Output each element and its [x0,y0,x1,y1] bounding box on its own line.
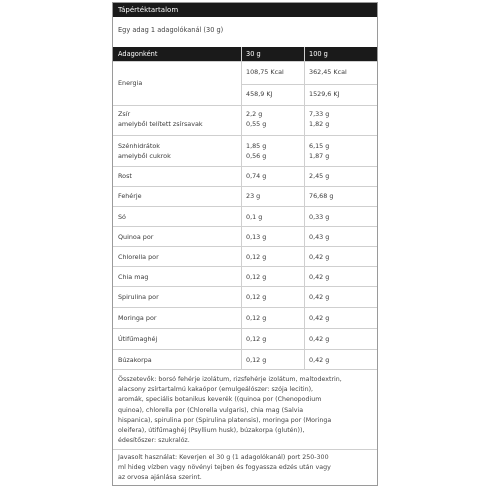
row-label: Spirulina por [118,293,159,301]
ingredients-line: oleifera), útifűmaghéj (Psyllium husk), búzakorpa (glutén)), [118,427,305,435]
sugars-30g: 0,56 g [246,152,267,160]
column-header-row [113,47,377,61]
row-value-30g: 0,12 g [246,356,267,364]
row-value-30g: 23 g [246,192,261,200]
usage-text [118,453,374,484]
saturated-fat-30g: 0,55 g [246,120,267,128]
fat-row [113,105,377,135]
ingredients-text [118,375,374,446]
carbs-label: Szénhidrátok [118,142,160,150]
row-label: Só [118,213,126,221]
ingredients-line: alacsony zsírtartalmú kakaópor (emulgeálószer: szója lecitin), [118,386,314,394]
row-value-100g: 0,33 g [309,213,330,221]
column-divider [304,47,305,370]
column-30g: 30 g [246,50,261,58]
energy-kj-30g: 458,9 KJ [246,90,273,98]
usage-line: Javasolt használat: Keverjen el 30 g (1 adagolókanál) port 250-300 [118,454,329,461]
ingredients-line: quinoa), chlorella por (Chlorella vulgaris), chia mag (Salvia [118,406,304,414]
saturated-fat-label: amelyből telített zsírsavak [118,120,203,128]
sugars-100g: 1,87 g [309,152,330,160]
row-label: Moringa por [118,314,157,322]
carbs-30g: 1,85 g [246,142,267,150]
row-value-30g: 0,12 g [246,314,267,322]
table-row [113,286,377,307]
row-label: Chia mag [118,273,149,281]
serving-size: Egy adag 1 adagolókanál (30 g) [118,26,224,34]
row-value-100g: 0,43 g [309,233,330,241]
energy-row [113,61,377,105]
row-label: Búzakorpa [118,356,152,364]
table-row [113,246,377,266]
row-label: Útifűmaghéj [118,335,158,343]
nutrition-table [112,2,378,486]
row-value-30g: 0,12 g [246,253,267,261]
table-row [113,266,377,286]
carbs-100g: 6,15 g [309,142,330,150]
row-value-100g: 0,42 g [309,314,330,322]
row-value-100g: 0,42 g [309,293,330,301]
column-divider [241,47,242,370]
sugars-label: amelyből cukrok [118,152,171,160]
table-row [113,349,377,370]
ingredients-line: Összetevők: borsó fehérje izolátum, rizsfehérje izolátum, maltodextrin, [118,376,342,383]
energy-kcal-100g: 362,45 Kcal [309,68,347,76]
row-value-30g: 0,74 g [246,172,267,180]
row-value-100g: 2,45 g [309,172,330,180]
usage-line: ml hideg vízben vagy növényi tejben és fogyassza edzés után vagy [118,464,331,472]
row-value-100g: 0,42 g [309,356,330,364]
energy-kcal-30g: 108,75 Kcal [246,68,284,76]
row-value-100g: 0,42 g [309,335,330,343]
section-divider [113,449,377,450]
row-value-30g: 0,13 g [246,233,267,241]
ingredients-line: aromák, speciális botanikus keverék ((quinoa por (Chenopodium [118,396,322,404]
row-label: Quinoa por [118,233,154,241]
column-100g: 100 g [309,50,328,58]
row-value-30g: 0,12 g [246,273,267,281]
table-row [113,226,377,246]
row-value-30g: 0,1 g [246,213,263,221]
column-label: Adagonként [118,50,158,58]
table-row [113,206,377,226]
table-row [113,186,377,206]
table-row [113,328,377,349]
fat-label: Zsír [118,110,131,118]
energy-kj-100g: 1529,6 KJ [309,90,340,98]
carbs-row [113,135,377,166]
fat-100g: 7,33 g [309,110,330,118]
table-title: Tápértéktartalom [113,3,377,17]
row-label: Chlorella por [118,253,159,261]
row-label: Fehérje [118,192,142,200]
energy-divider [242,84,377,85]
usage-line: az orvosa ajánlása szerint. [118,474,202,482]
row-value-100g: 0,42 g [309,253,330,261]
row-value-100g: 76,68 g [309,192,334,200]
row-value-100g: 0,42 g [309,273,330,281]
row-value-30g: 0,12 g [246,293,267,301]
table-row [113,307,377,328]
ingredients-line: hispanica), spirulina por (Spirulina platensis), moringa por (Moringa [118,416,332,424]
table-row [113,166,377,186]
ingredients-line: édesítőszer: szukralóz. [118,437,190,445]
energy-label: Energia [118,79,143,87]
fat-30g: 2,2 g [246,110,263,118]
row-label: Rost [118,172,132,180]
row-value-30g: 0,12 g [246,335,267,343]
saturated-fat-100g: 1,82 g [309,120,330,128]
